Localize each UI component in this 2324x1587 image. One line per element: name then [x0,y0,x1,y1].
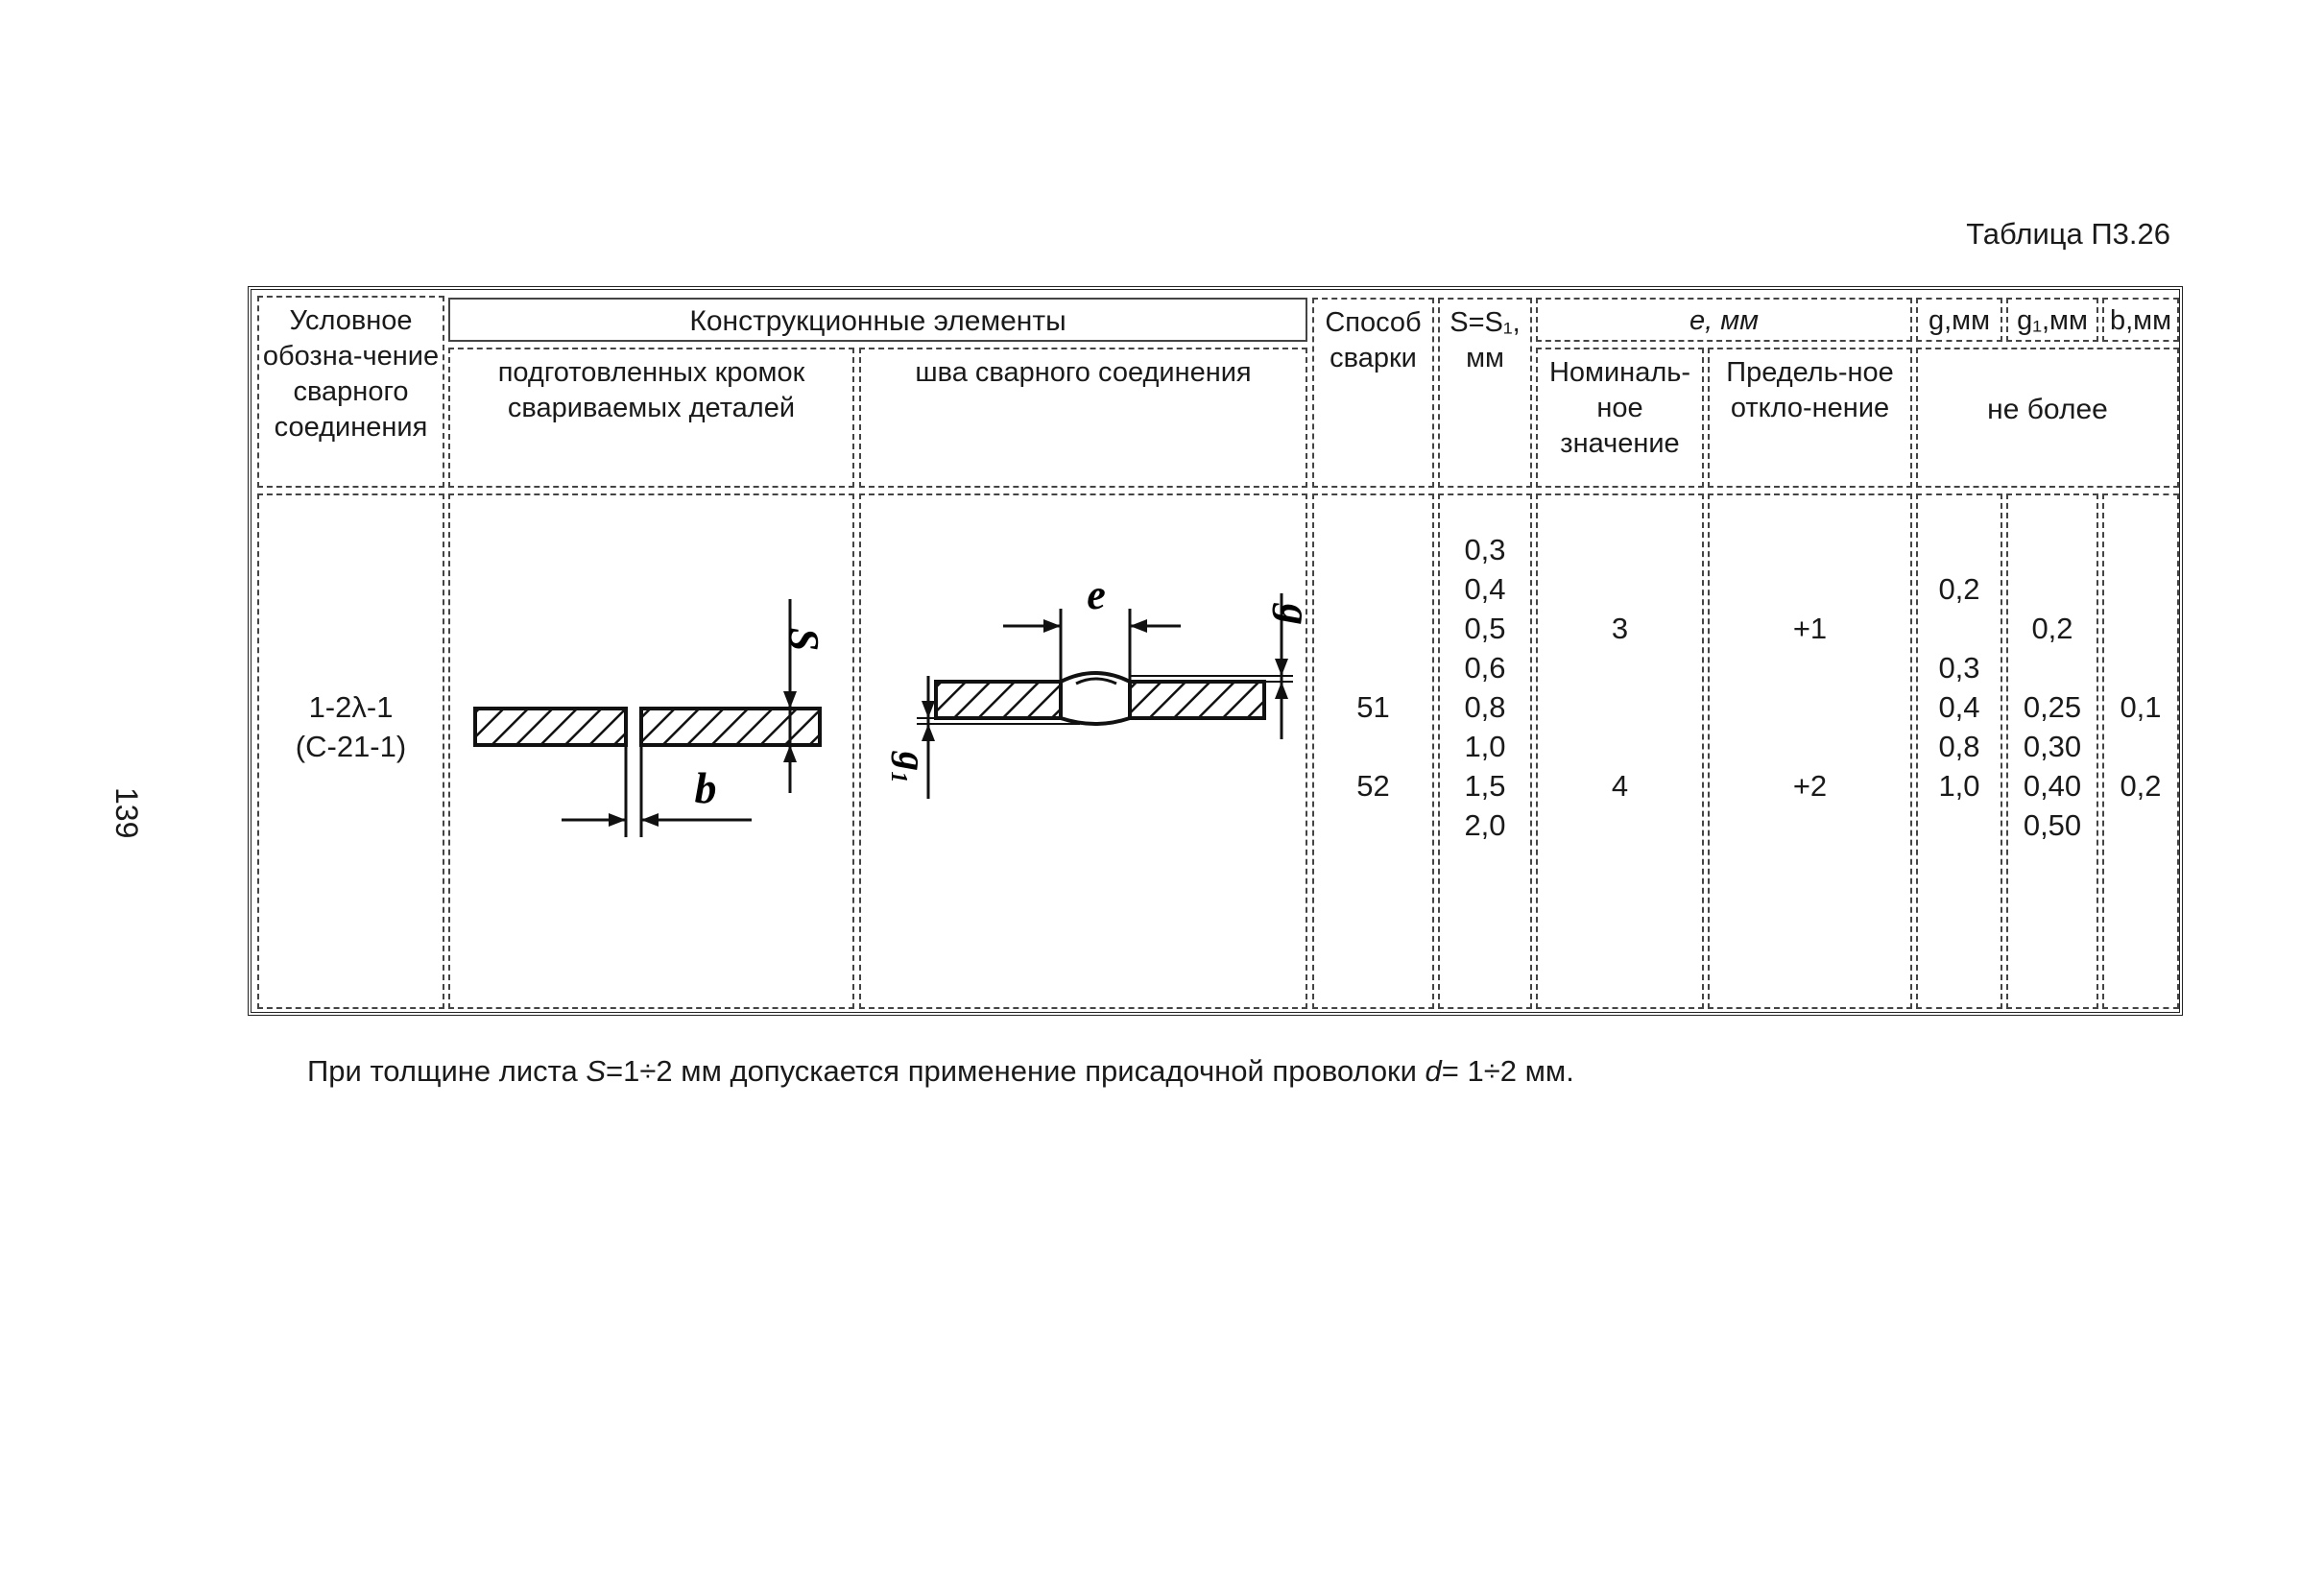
g1-value: 0,2 [2031,612,2073,645]
header-prepared-edges: подготовленных кромок свариваемых деталей [448,348,854,488]
dim-label-b: b [694,763,717,812]
page-number: 139 [109,787,144,839]
designation-value [257,687,444,766]
b-value: 0,1 [2120,690,2162,724]
thickness-value: 2,0 [1464,808,1506,842]
deviation-value: +2 [1792,769,1828,803]
b-values [2102,687,2179,806]
g-value: 0,2 [1938,572,1980,606]
footnote [307,1054,1574,1089]
table-caption: Таблица П3.26 [1966,217,2170,251]
thickness-value: 0,3 [1464,533,1506,566]
thickness-value: 0,5 [1464,612,1506,645]
footnote-d-symbol: d [1425,1054,1442,1088]
weld-seam-drawing [859,493,1319,1009]
g-value: 1,0 [1938,769,1980,803]
weld-table [248,286,2183,1016]
thickness-value: 1,0 [1464,730,1506,763]
header-deviation: Предель-ное откло-нение [1708,348,1912,488]
thickness-values [1438,530,1532,845]
dim-label-g: g [1272,604,1319,625]
footnote-suffix: = 1÷2 мм. [1441,1054,1574,1088]
g1-value: 0,30 [2023,730,2082,763]
nominal-value: 3 [1611,612,1629,645]
footnote-middle: =1÷2 мм допускается применение присадочной проволоки [606,1054,1426,1088]
g-value: 0,4 [1938,690,1980,724]
thickness-value: 0,4 [1464,572,1506,606]
g1-values [2006,609,2098,845]
nominal-value: 4 [1611,769,1629,803]
header-thickness: S=S₁, мм [1438,298,1532,488]
footnote-s-symbol: S [586,1054,607,1088]
header-b: b,мм [2102,298,2179,342]
method-value: 51 [1356,690,1390,724]
dim-label-g1: g₁ [891,752,934,784]
thickness-value: 0,6 [1464,651,1506,685]
thickness-value: 1,5 [1464,769,1506,803]
footnote-prefix: При толщине листа [307,1054,587,1088]
dim-label-s: S [780,627,827,652]
g1-value: 0,50 [2023,808,2082,842]
g1-value: 0,25 [2023,690,2082,724]
deviation-value: +1 [1792,612,1828,645]
b-value: 0,2 [2120,769,2162,803]
header-e-group: e, мм [1536,298,1912,342]
designation-code: 1-2λ-1 [308,690,394,724]
header-weld-seam: шва сварного соединения [859,348,1307,488]
header-method: Способ сварки [1312,298,1434,488]
g-value: 0,3 [1938,651,1980,685]
header-designation: Условное обозна-чение сварного соединения [257,296,444,488]
method-values [1312,687,1434,806]
header-g: g,мм [1916,298,2002,342]
header-not-more: не более [1916,348,2179,488]
g-value: 0,8 [1938,730,1980,763]
designation-standard: (С-21-1) [295,730,407,763]
g-values [1916,569,2002,806]
thickness-value: 0,8 [1464,690,1506,724]
prepared-edges-drawing [448,493,854,1009]
nominal-values [1536,609,1704,806]
method-value: 52 [1356,769,1390,803]
header-nominal: Номиналь-ное значение [1536,348,1704,488]
header-structural-elements: Конструкционные элементы [448,298,1307,342]
header-g1: g₁,мм [2006,298,2098,342]
dim-label-e: e [1087,571,1106,618]
deviation-values [1708,609,1912,806]
g1-value: 0,40 [2023,769,2082,803]
